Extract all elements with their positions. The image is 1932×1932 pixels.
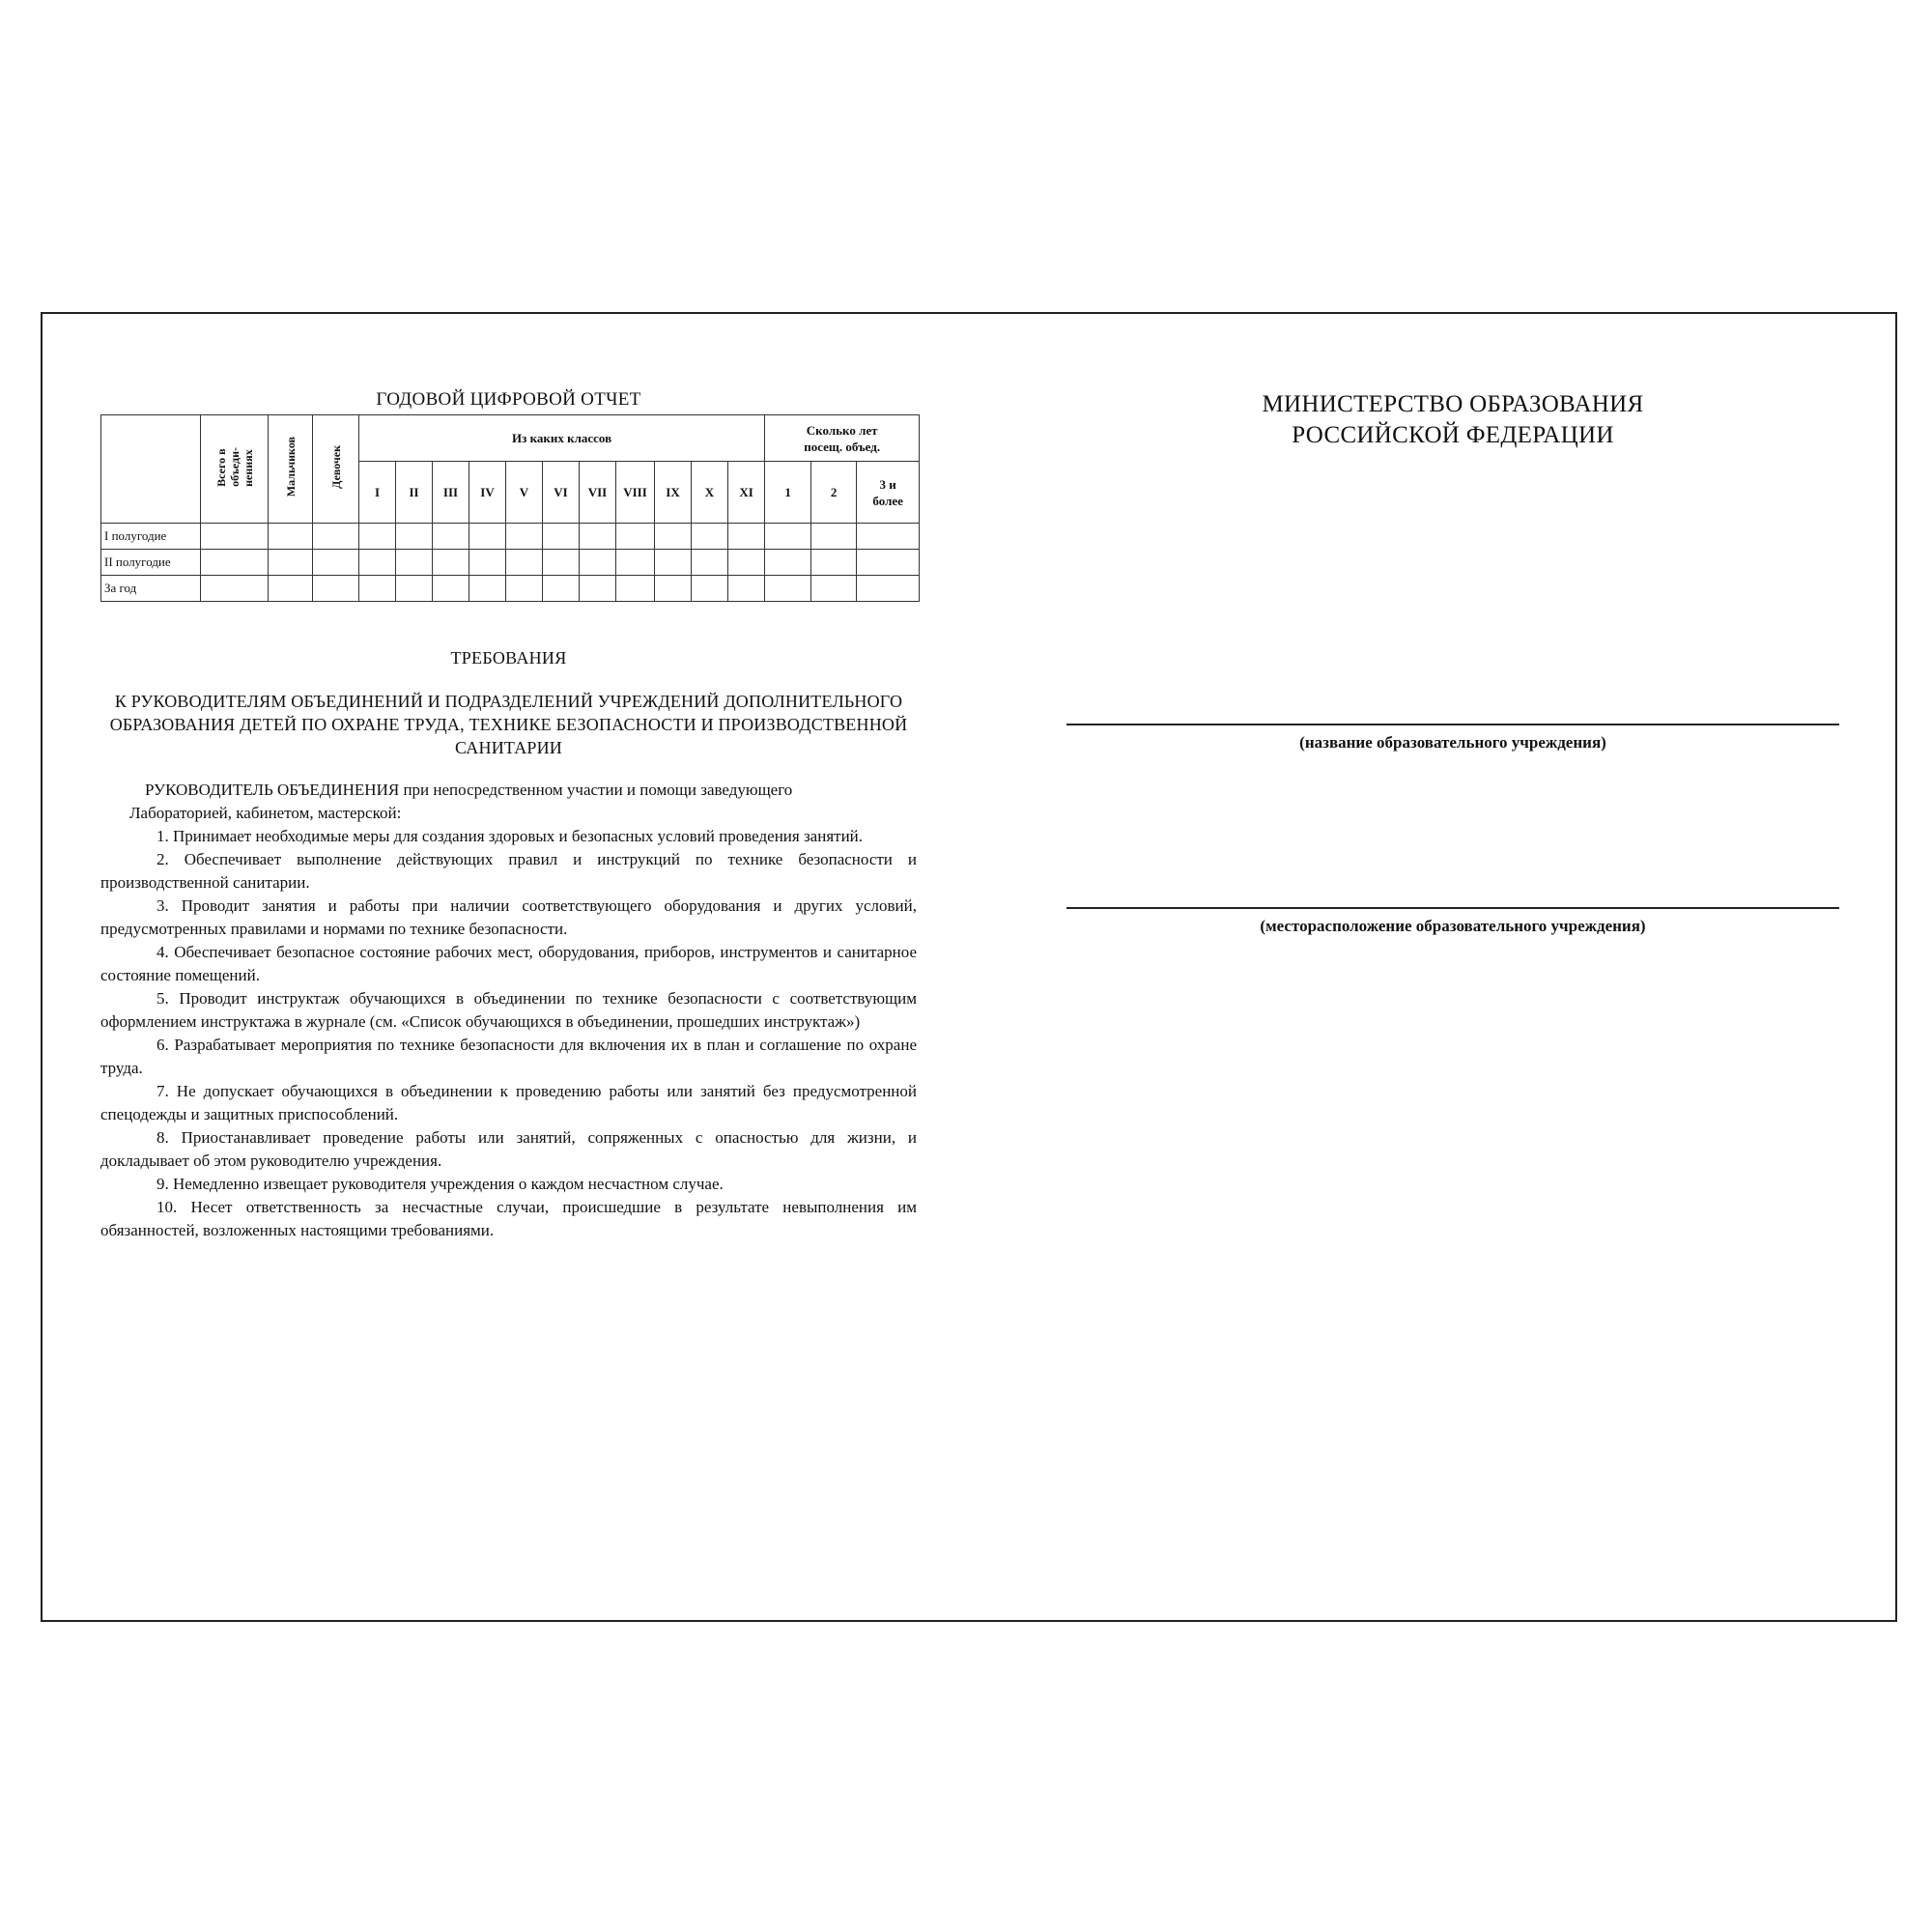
table-cell[interactable] [359,550,396,576]
table-cell[interactable] [201,576,269,602]
corner-cell [101,415,201,524]
table-cell[interactable] [506,550,543,576]
table-cell[interactable] [616,576,655,602]
table-row [101,524,920,550]
table-cell[interactable] [580,576,616,602]
table-cell[interactable] [313,576,359,602]
years-header: 2 [811,462,857,524]
table-cell[interactable] [433,576,469,602]
table-cell[interactable] [201,524,269,550]
left-page [100,389,917,1242]
class-header: IX [655,462,692,524]
lead-caps: РУКОВОДИТЕЛЬ ОБЪЕДИНЕНИЯ [145,781,400,799]
table-cell[interactable] [692,524,728,550]
class-header: VIII [616,462,655,524]
institution-name-line[interactable] [1066,724,1839,725]
table-cell[interactable] [543,524,580,550]
institution-name-field [1066,724,1839,753]
class-header: X [692,462,728,524]
table-cell[interactable] [728,524,765,550]
table-row [101,550,920,576]
list-item: 1. Принимает необходимые меры для создания здоровых и безопасных условий проведения занятий. [156,827,864,845]
table-cell[interactable] [469,576,506,602]
table-cell[interactable] [765,576,811,602]
requirements-subtitle: К РУКОВОДИТЕЛЯМ ОБЪЕДИНЕНИЙ И ПОДРАЗДЕЛЕНИЙ УЧРЕЖДЕНИЙ ДОПОЛНИТЕЛЬНОГО ОБРАЗОВАНИЯ ДЕТЕЙ ПО ОХРАНЕ ТРУДА, ТЕХНИКЕ БЕЗОПАСНОСТИ И ПРОИЗВОДСТВЕННОЙ САНИТАРИИ [109,692,908,757]
table-cell[interactable] [359,524,396,550]
table-cell[interactable] [655,576,692,602]
table-cell[interactable] [811,524,857,550]
table-cell[interactable] [543,550,580,576]
table-cell[interactable] [857,524,920,550]
classes-group-header: Из каких классов [359,415,765,462]
table-cell[interactable] [616,524,655,550]
class-header: V [506,462,543,524]
table-header-row-1 [101,415,920,462]
table-cell[interactable] [269,576,313,602]
table-cell[interactable] [506,576,543,602]
table-cell[interactable] [728,576,765,602]
lead-second: Лабораторией, кабинетом, мастерской: [129,804,402,822]
table-cell[interactable] [433,524,469,550]
list-item: 3. Проводит занятия и работы при наличии соответствующего оборудования и других условий, предусмотренных правилами и нормами по технике безопасности. [100,896,917,938]
table-cell[interactable] [655,524,692,550]
institution-name-caption: (название образовательного учреждения) [1299,733,1606,752]
list-item: 7. Не допускает обучающихся в объединении к проведению работы или занятий без предусмотренной спецодежды и защитных приспособлений. [100,1082,917,1123]
table-cell[interactable] [857,550,920,576]
table-cell[interactable] [313,550,359,576]
table-cell[interactable] [469,524,506,550]
table-cell[interactable] [396,524,433,550]
list-item: 6. Разрабатывает мероприятия по технике безопасности для включения их в план и соглашение по охране труда. [100,1036,917,1077]
requirements-lead [100,779,917,825]
table-cell[interactable] [469,550,506,576]
ministry-title-line-1: МИНИСТЕРСТВО ОБРАЗОВАНИЯ [1262,391,1644,417]
class-header: IV [469,462,506,524]
table-cell[interactable] [543,576,580,602]
table-cell[interactable] [269,524,313,550]
requirements-list [100,825,917,1242]
years-header: 1 [765,462,811,524]
table-cell[interactable] [765,524,811,550]
years-header: 3 и более [857,462,920,524]
class-header: I [359,462,396,524]
col-boys-header: Мальчиков [269,415,313,524]
table-cell[interactable] [506,524,543,550]
list-item: 5. Проводит инструктаж обучающихся в объединении по технике безопасности с соответствующим оформлением инструктажа в журнале (см. «Список обучающихся в объединении, прошедших инструктаж») [100,989,917,1031]
class-header: III [433,462,469,524]
years-group-header: Сколько лет посещ. объед. [765,415,920,462]
col-girls-header: Девочек [313,415,359,524]
table-cell[interactable] [433,550,469,576]
table-cell[interactable] [396,550,433,576]
list-item: 10. Несет ответственность за несчастные случаи, происшедшие в результате невыполнения им обязанностей, возложенных настоящими требованиями. [100,1198,917,1239]
requirements-title: ТРЕБОВАНИЯ [450,648,567,668]
institution-location-caption: (месторасположение образовательного учреждения) [1260,917,1646,935]
list-item: 2. Обеспечивает выполнение действующих правил и инструкций по технике безопасности и производственной санитарии. [100,850,917,892]
class-header: XI [728,462,765,524]
class-header: II [396,462,433,524]
list-item: 8. Приостанавливает проведение работы или занятий, сопряженных с опасностью для жизни, и докладывает об этом руководителю учреждения. [100,1128,917,1170]
table-cell[interactable] [580,524,616,550]
table-cell[interactable] [692,550,728,576]
table-cell[interactable] [692,576,728,602]
table-cell[interactable] [811,576,857,602]
table-cell[interactable] [359,576,396,602]
list-item: 4. Обеспечивает безопасное состояние рабочих мест, оборудования, приборов, инструментов и санитарное состояние помещений. [100,943,917,984]
report-title: ГОДОВОЙ ЦИФРОВОЙ ОТЧЕТ [376,389,641,410]
row-label: II полугодие [101,550,201,576]
table-cell[interactable] [313,524,359,550]
table-cell[interactable] [580,550,616,576]
list-item: 9. Немедленно извещает руководителя учреждения о каждом несчастном случае. [156,1175,724,1193]
right-page [1066,389,1839,935]
annual-report-table [100,414,920,602]
col-total-header: Всего в объеди- нениях [201,415,269,524]
table-row [101,576,920,602]
table-cell[interactable] [655,550,692,576]
table-cell[interactable] [396,576,433,602]
class-header: VII [580,462,616,524]
row-label: За год [101,576,201,602]
class-header: VI [543,462,580,524]
table-cell[interactable] [201,550,269,576]
ministry-title-line-2: РОССИЙСКОЙ ФЕДЕРАЦИИ [1292,422,1614,448]
lead-rest: при непосредственном участии и помощи заведующего [399,781,793,799]
table-cell[interactable] [811,550,857,576]
row-label: I полугодие [101,524,201,550]
table-cell[interactable] [269,550,313,576]
institution-location-field [1066,907,1839,936]
table-cell[interactable] [616,550,655,576]
table-cell[interactable] [765,550,811,576]
journal-spread [41,312,1897,1622]
table-cell[interactable] [728,550,765,576]
table-cell[interactable] [857,576,920,602]
institution-location-line[interactable] [1066,907,1839,909]
